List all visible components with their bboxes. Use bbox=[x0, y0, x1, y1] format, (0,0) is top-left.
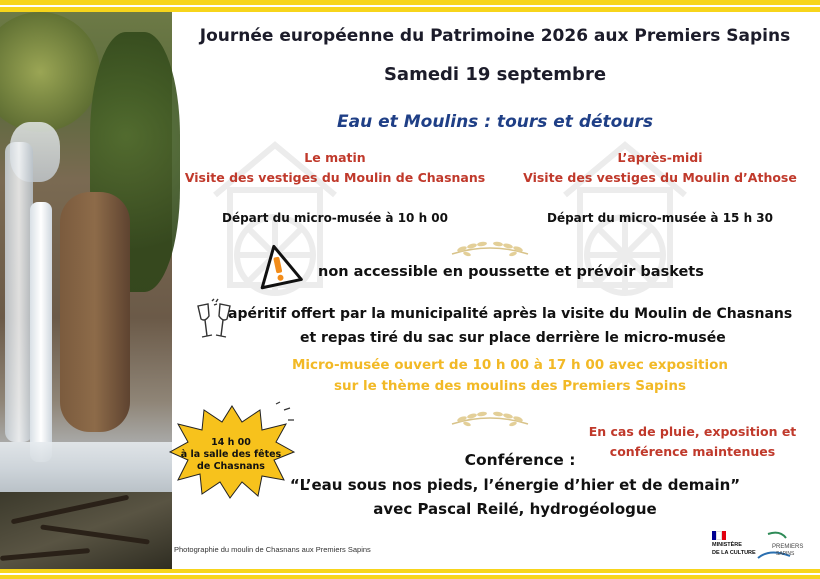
conference-label: Conférence : bbox=[464, 451, 576, 469]
afternoon-departure: Départ du micro-musée à 15 h 30 bbox=[546, 211, 774, 225]
badge-place-line2: de Chasnans bbox=[197, 461, 265, 472]
badge-time: 14 h 00 bbox=[211, 437, 251, 448]
morning-visit: Visite des vestiges du Moulin de Chasnans bbox=[184, 170, 486, 185]
event-theme: Eau et Moulins : tours et détours bbox=[337, 112, 653, 132]
commune-logo-line2: SAPINS bbox=[776, 551, 795, 557]
afternoon-visit: Visite des vestiges du Moulin d’Athose bbox=[523, 170, 797, 185]
waterfall-photo bbox=[0, 12, 172, 569]
morning-departure: Départ du micro-musée à 10 h 00 bbox=[221, 211, 449, 225]
premiers-sapins-logo bbox=[750, 528, 804, 564]
museum-line1: Micro-musée ouvert de 10 h 00 à 17 h 00 avec exposition bbox=[291, 357, 729, 373]
wheat-divider-icon bbox=[450, 408, 530, 430]
commune-logo-line1: PREMIERS bbox=[772, 544, 804, 550]
warning-text: non accessible en poussette et prévoir baskets bbox=[318, 264, 704, 280]
photo-caption: Photographie du moulin de Chasnans aux Premiers Sapins bbox=[174, 545, 371, 554]
ministry-logo-line2: DE LA CULTURE bbox=[712, 550, 756, 556]
top-border bbox=[0, 0, 820, 12]
event-date: Samedi 19 septembre bbox=[383, 64, 607, 85]
wheat-divider-icon bbox=[450, 238, 530, 260]
rain-line1: En cas de pluie, exposition et bbox=[588, 424, 797, 439]
bottom-border bbox=[0, 569, 820, 579]
badge-text bbox=[176, 437, 286, 473]
warning-icon bbox=[254, 242, 302, 290]
afternoon-heading: L’après-midi bbox=[617, 150, 703, 165]
aperitif-line2: et repas tiré du sac sur place derrière le micro-musée bbox=[300, 330, 726, 346]
badge-place-line1: à la salle des fêtes bbox=[180, 449, 282, 460]
conference-speaker: avec Pascal Reilé, hydrogéologue bbox=[373, 500, 657, 518]
morning-heading: Le matin bbox=[304, 150, 366, 165]
aperitif-line1: apéritif offert par la municipalité après la visite du Moulin de Chasnans bbox=[228, 306, 793, 322]
ministry-logo-line1: MINISTÈRE bbox=[712, 542, 742, 548]
rain-line2: conférence maintenues bbox=[609, 444, 776, 459]
conference-talk: “L’eau sous nos pieds, l’énergie d’hier et de demain” bbox=[289, 476, 741, 494]
museum-line2: sur le thème des moulins des Premiers Sapins bbox=[333, 378, 686, 394]
event-title: Journée européenne du Patrimoine 2026 aux Premiers Sapins bbox=[199, 26, 791, 46]
